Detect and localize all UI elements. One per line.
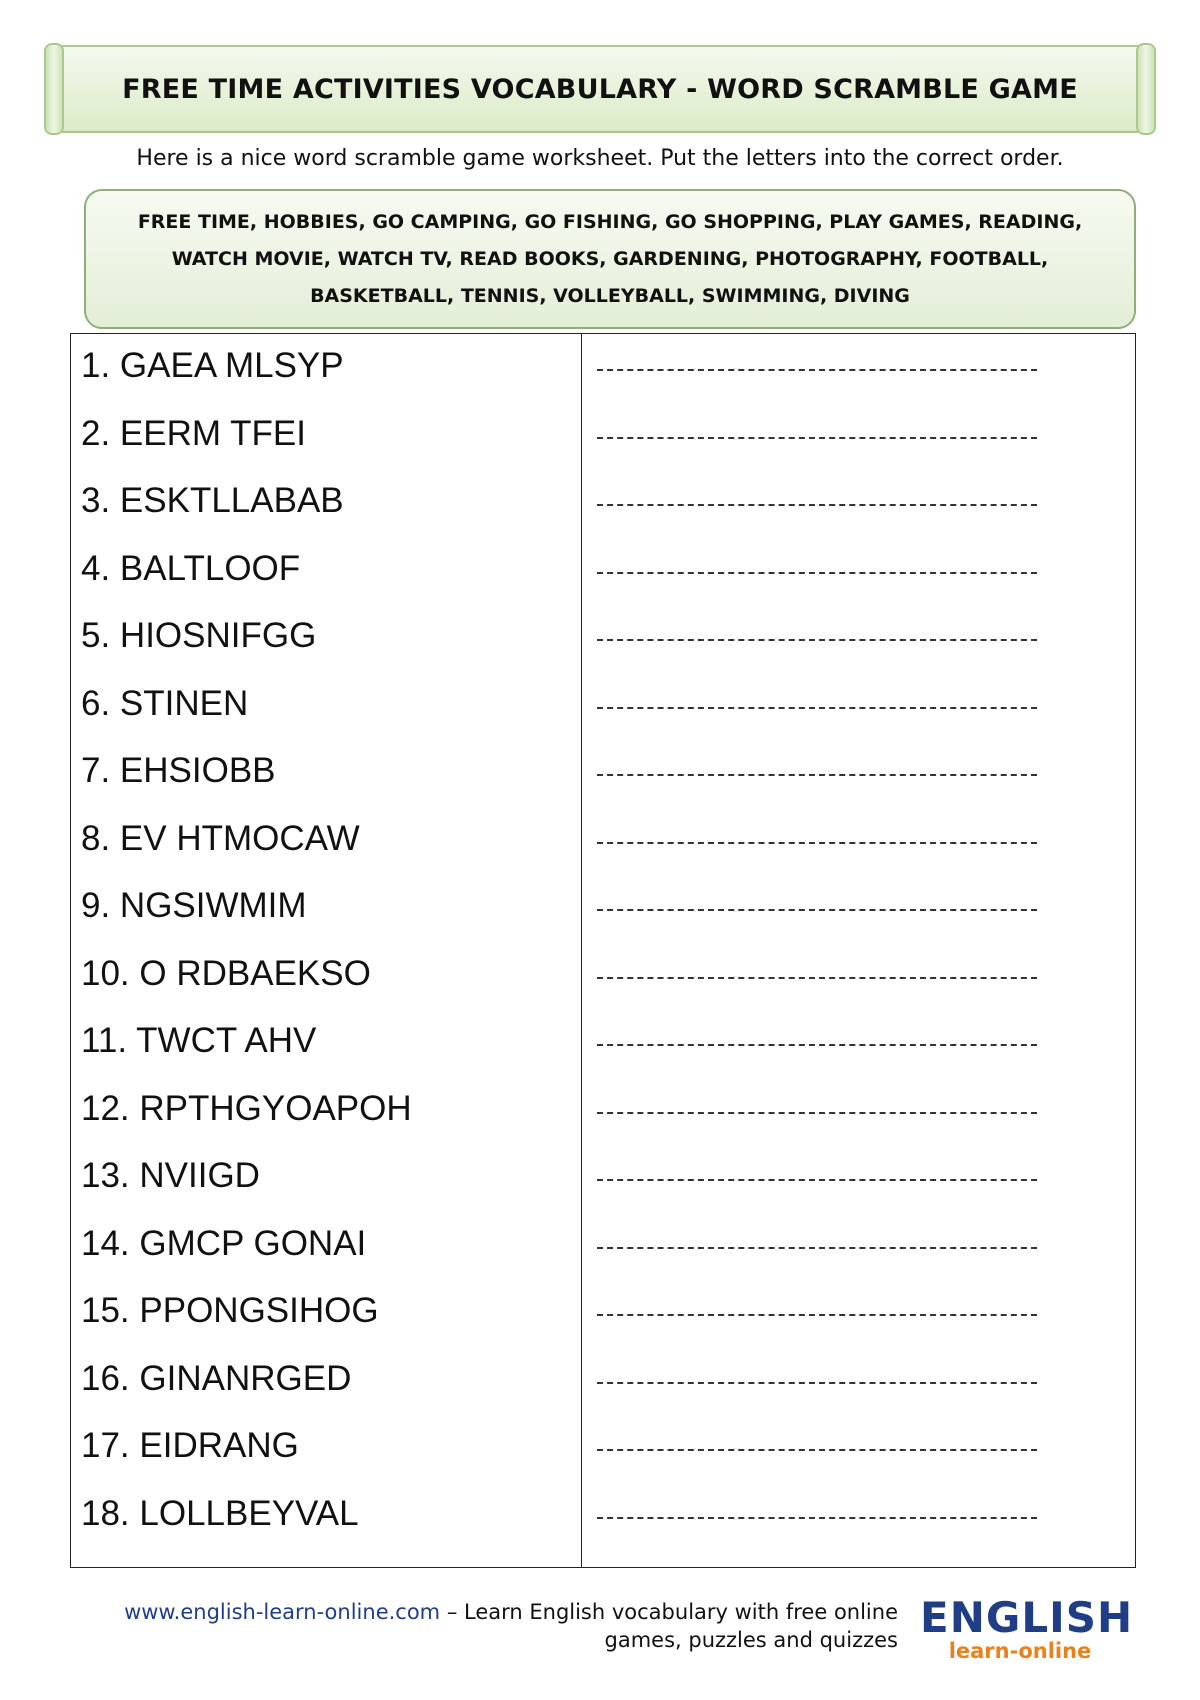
scrambled-word: 16. GINANRGED	[81, 1358, 352, 1398]
scrambled-word: 11. TWCT AHV	[81, 1021, 317, 1060]
puzzle-row	[71, 1347, 1135, 1413]
answer-line[interactable]	[597, 1247, 1037, 1249]
scrambled-word: 4. BALTLOOF	[81, 548, 301, 588]
puzzle-row	[71, 1077, 1135, 1143]
scrambled-word: 2. EERM TFEI	[81, 413, 306, 453]
banner-scroll-right	[1136, 43, 1156, 135]
scrambled-word: 6. STINEN	[81, 683, 249, 723]
footer-text	[50, 1598, 898, 1654]
scrambled-word: 15. PPONGSIHOG	[81, 1291, 379, 1330]
word-bank-line-2: WATCH MOVIE, WATCH TV, READ BOOKS, GARDENING, PHOTOGRAPHY, FOOTBALL,	[171, 247, 1049, 270]
answer-line[interactable]	[597, 909, 1037, 911]
answer-line[interactable]	[597, 572, 1037, 574]
brand-logo	[920, 1593, 1134, 1663]
answer-line[interactable]	[597, 1517, 1037, 1519]
word-bank-line-3: BASKETBALL, TENNIS, VOLLEYBALL, SWIMMING, DIVING	[310, 284, 910, 307]
answer-line[interactable]	[597, 1044, 1037, 1046]
scrambled-word: 14. GMCP GONAI	[81, 1223, 367, 1263]
scrambled-word: 17. EIDRANG	[81, 1426, 299, 1465]
banner-scroll-left	[44, 43, 64, 135]
answer-line[interactable]	[597, 707, 1037, 709]
page-title: FREE TIME ACTIVITIES VOCABULARY - WORD SCRAMBLE GAME	[122, 73, 1078, 105]
footer-url[interactable]: www.english-learn-online.com	[124, 1600, 441, 1624]
puzzle-table	[70, 333, 1136, 1568]
scrambled-word: 8. EV HTMOCAW	[81, 818, 360, 858]
answer-line[interactable]	[597, 842, 1037, 844]
puzzle-row	[71, 1482, 1135, 1548]
puzzle-row	[71, 1009, 1135, 1075]
puzzle-row	[71, 1144, 1135, 1210]
scrambled-word: 9. NGSIWMIM	[81, 886, 307, 925]
puzzle-row	[71, 1414, 1135, 1480]
footer-tagline-1: – Learn English vocabulary with free online	[440, 1600, 898, 1624]
puzzle-row	[71, 1279, 1135, 1345]
answer-line[interactable]	[597, 369, 1037, 371]
scrambled-word: 1. GAEA MLSYP	[81, 346, 344, 385]
puzzle-row	[71, 402, 1135, 468]
puzzle-row	[71, 672, 1135, 738]
puzzle-row	[71, 469, 1135, 535]
answer-line[interactable]	[597, 1449, 1037, 1451]
answer-line[interactable]	[597, 1112, 1037, 1114]
puzzle-row	[71, 604, 1135, 670]
logo-learn-online: learn-online	[948, 1639, 1092, 1663]
word-bank	[84, 189, 1136, 329]
logo-english: ENGLISH	[920, 1593, 1134, 1642]
instructions: Here is a nice word scramble game worksheet. Put the letters into the correct order.	[136, 146, 1064, 171]
title-banner	[52, 45, 1148, 133]
answer-line[interactable]	[597, 639, 1037, 641]
answer-line[interactable]	[597, 437, 1037, 439]
word-bank-line-1: FREE TIME, HOBBIES, GO CAMPING, GO FISHING, GO SHOPPING, PLAY GAMES, READING,	[137, 210, 1083, 233]
answer-line[interactable]	[597, 774, 1037, 776]
puzzle-row	[71, 537, 1135, 603]
scrambled-word: 3. ESKTLLABAB	[81, 481, 344, 520]
scrambled-word: 18. LOLLBEYVAL	[81, 1493, 359, 1533]
answer-line[interactable]	[597, 977, 1037, 979]
puzzle-row	[71, 942, 1135, 1008]
puzzle-row	[71, 1212, 1135, 1278]
scrambled-word: 13. NVIIGD	[81, 1156, 260, 1195]
scrambled-word: 12. RPTHGYOAPOH	[81, 1088, 412, 1128]
answer-line[interactable]	[597, 1314, 1037, 1316]
puzzle-row	[71, 334, 1135, 400]
footer-tagline-2: games, puzzles and quizzes	[604, 1628, 898, 1652]
puzzle-row	[71, 739, 1135, 805]
answer-line[interactable]	[597, 1179, 1037, 1181]
puzzle-row	[71, 807, 1135, 873]
scrambled-word: 5. HIOSNIFGG	[81, 616, 317, 655]
answer-line[interactable]	[597, 504, 1037, 506]
answer-line[interactable]	[597, 1382, 1037, 1384]
scrambled-word: 10. O RDBAEKSO	[81, 953, 371, 993]
scrambled-word: 7. EHSIOBB	[81, 751, 276, 790]
puzzle-row	[71, 874, 1135, 940]
